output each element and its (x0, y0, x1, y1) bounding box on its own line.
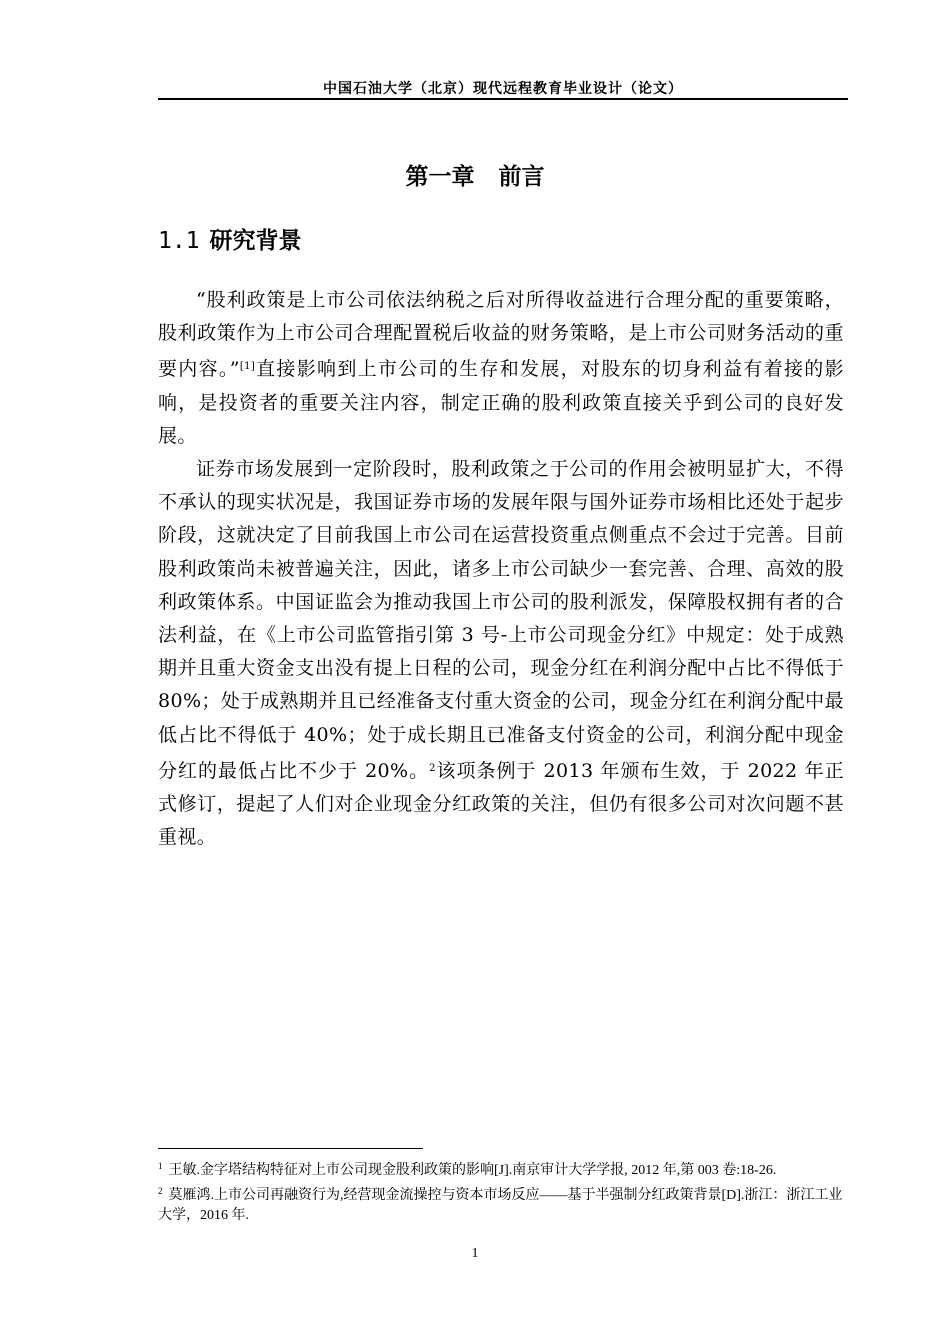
paragraph-1 (158, 284, 844, 453)
body-text (158, 284, 844, 854)
chapter-label: 第一章 (405, 164, 475, 190)
chapter-title: 前言 (498, 164, 545, 190)
citation-2: 2 (429, 762, 436, 774)
footnotes (158, 1156, 844, 1226)
page-header: 中国石油大学（北京）现代远程教育毕业设计（论文） (323, 81, 683, 97)
paragraph-1-rest: 直接影响到上市公司的生存和发展，对股东的切身利益有着接的影响，是投资者的重要关注内容，制定正确的股利政策直接关乎到公司的良好发展。 (158, 358, 844, 447)
page-number: 1 (471, 1246, 479, 1261)
footnote-item (158, 1156, 844, 1181)
paragraph-1-quote: “股利政策是上市公司依法纳税之后对所得收益进行合理分配的重要策略，股利政策作为上市公司合理配置税后收益的财务策略，是上市公司财务活动的重要内容。” (158, 289, 844, 381)
footnote-item (158, 1181, 844, 1226)
footnote-text: 莫雁鸿.上市公司再融资行为,经营现金流操控与资本市场反应——基于半强制分红政策背景[D].浙江：浙江工业大学，2016 年. (158, 1188, 843, 1223)
section-heading (158, 222, 302, 255)
paragraph-2-main: 证券市场发展到一定阶段时，股利政策之于公司的作用会被明显扩大，不得不承认的现实状况是，我国证券市场的发展年限与国外证券市场相比还处于起步阶段，这就决定了目前我国上市公司在运营投资重点侧重点不会过于完善。目前股利政策尚未被普遍关注，因此，诸多上市公司缺少一套完善、合理、高效的股利政策体系。中国证监会为推动我国上市公司的股利派发，保障股权拥有者的合法利益，在《上市公司监管指引第 3 号-上市公司现金分红》中规定：处于成熟期并且重大资金支出没有提上日程的公司，现金分红在利润分配中占比不得低于 80%；处于成熟期并且已经准备支付重大资金的公司，现金分红在利润分配中最低占比不得低于 40%；处于成长期且已准备支付资金的公司，利润分配中现金分红的最低占比不少于 20%。 (158, 458, 844, 782)
citation-1: [1] (239, 361, 256, 373)
chapter-heading (0, 158, 950, 191)
section-title: 研究背景 (209, 228, 302, 254)
footnote-mark: 2 (158, 1186, 163, 1196)
footnote-mark: 1 (158, 1161, 163, 1171)
section-number: 1.1 (158, 228, 200, 254)
paragraph-2-rest: 该项条例于 2013 年颁布生效，于 2022 年正式修订，提起了人们对企业现金分红政策的关注，但仍有很多公司对次问题不甚重视。 (158, 759, 844, 849)
header-rule (158, 98, 848, 100)
footnote-separator (158, 1148, 423, 1149)
paragraph-2 (158, 453, 844, 854)
footnote-text: 王敏.金字塔结构特征对上市公司现金股利政策的影响[J].南京审计大学学报, 2012 年,第 003 卷:18-26. (168, 1163, 777, 1178)
